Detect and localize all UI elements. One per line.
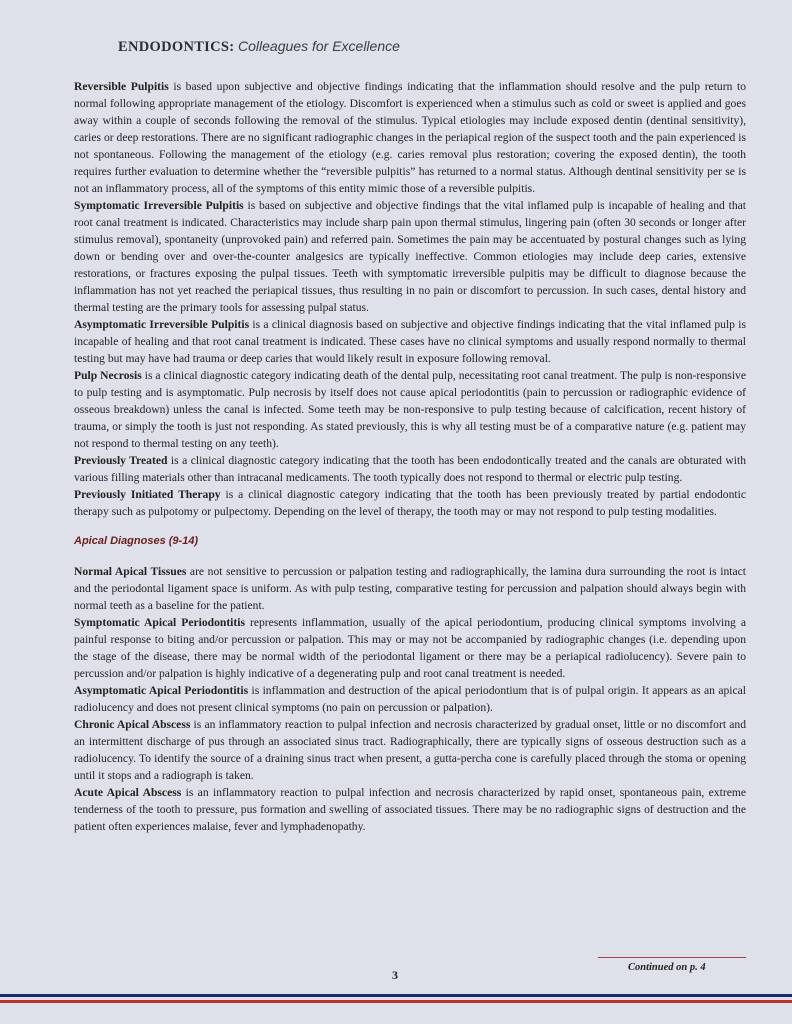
stripe-red (0, 1000, 792, 1003)
article-body (74, 78, 746, 835)
definition-paragraph (74, 784, 746, 835)
definition-term: Chronic Apical Abscess (74, 718, 191, 731)
definition-text: is inflammation and destruction of the apical periodontium that is of pulpal origin. It appears as an apical radiolucency and does not present clinical symptoms (no pain on percussion or palpation). (74, 684, 746, 714)
definition-text: is based on subjective and objective findings that the vital inflamed pulp is incapable of healing and that root canal treatment is indicated. Characteristics may include sharp pain upon thermal stimulus, lingering pain (often 30 seconds or longer after stimulus removal), spontaneity (unprovoked pain) and referred pain. Sometimes the pain may be accentuated by postural changes such as lying down or bending over and over-the-counter analgesics are typically ineffective. Common etiologies may include deep caries, extensive restorations, or fractures exposing the pulpal tissues. Teeth with symptomatic irreversible pulpitis may be difficult to diagnose because the inflammation has not yet reached the periapical tissues, thus resulting in no pain or discomfort to percussion. In such cases, dental history and thermal testing are the primary tools for assessing pulpal status. (74, 199, 746, 314)
definition-text: is an inflammatory reaction to pulpal infection and necrosis characterized by gradual onset, little or no discomfort and an intermittent discharge of pus through an associated sinus tract. Radiographically, there are typically signs of osseous destruction such as a radiolucency. To identify the source of a draining sinus tract when present, a gutta-percha cone is carefully placed through the stoma or opening until it stops and a radiograph is taken. (74, 718, 746, 782)
header-tagline: Colleagues for Excellence (238, 38, 400, 54)
definition-text: is based upon subjective and objective findings indicating that the inflammation should resolve and the pulp return to normal following appropriate management of the etiology. Discomfort is experienced when a stimulus such as cold or sweet is applied and goes away within a couple of seconds following the removal of the stimulus. Typical etiologies may include exposed dentin (dentinal sensitivity), caries or deep restorations. There are no significant radiographic changes in the periapical region of the suspect tooth and the pain experienced is not spontaneous. Following the management of the etiology (e.g. caries removal plus restoration; covering the exposed dentin), the tooth requires further evaluation to determine whether the “reversible pulpitis” has returned to a normal status. Although dentinal sensitivity per se is not an inflammatory process, all of the symptoms of this entity mimic those of a reversible pulpitis. (74, 80, 746, 195)
definition-text: is a clinical diagnostic category indicating that the tooth has been previously treated by partial endodontic therapy such as pulpotomy or pulpectomy. Depending on the level of therapy, the tooth may or may not respond to pulp testing modalities. (74, 488, 746, 518)
definition-term: Reversible Pulpitis (74, 80, 169, 93)
header-brand: ENDODONTICS: (118, 39, 235, 55)
definition-text: are not sensitive to percussion or palpation testing and radiographically, the lamina dura surrounding the root is intact and the periodontal ligament space is uniform. As with pulp testing, comparative testing for percussion and palpation should always begin with normal teeth as a baseline for the patient. (74, 565, 746, 612)
definition-paragraph (74, 197, 746, 316)
definition-paragraph (74, 367, 746, 452)
page-number: 3 (392, 968, 398, 982)
definition-paragraph (74, 486, 746, 520)
definition-paragraph (74, 716, 746, 784)
definition-term: Previously Initiated Therapy (74, 488, 221, 501)
footer-rule (598, 957, 746, 958)
definition-text: represents inflammation, usually of the apical periodontium, producing clinical symptoms involving a painful response to biting and/or percussion or palpation. This may or may not be accompanied by radiographic changes (i.e. depending upon the stage of the disease, there may be normal width of the periodontal ligament or there may be a periapical radiolucency). Severe pain to percussion and/or palpation is highly indicative of a degenerating pulp and root canal treatment is needed. (74, 616, 746, 680)
pulpal-diagnoses-section (74, 78, 746, 520)
definition-term: Pulp Necrosis (74, 369, 142, 382)
continued-note: Continued on p. 4 (628, 962, 706, 973)
definition-text: is an inflammatory reaction to pulpal infection and necrosis characterized by rapid onset, spontaneous pain, extreme tenderness of the tooth to pressure, pus formation and swelling of associated tissues. There may be no radiographic signs of destruction and the patient often experiences malaise, fever and lymphadenopathy. (74, 786, 746, 833)
definition-text: is a clinical diagnosis based on subjective and objective findings indicating that the vital inflamed pulp is incapable of healing and that root canal treatment is indicated. These cases have no clinical symptoms and usually respond normally to thermal testing but may have had trauma or deep caries that would likely result in exposure following removal. (74, 318, 746, 365)
definition-term: Symptomatic Apical Periodontitis (74, 616, 245, 629)
apical-diagnoses-section (74, 563, 746, 835)
definition-paragraph (74, 78, 746, 197)
definition-term: Asymptomatic Irreversible Pulpitis (74, 318, 250, 331)
definition-term: Acute Apical Abscess (74, 786, 182, 799)
definition-paragraph (74, 614, 746, 682)
definition-text: is a clinical diagnostic category indicating that the tooth has been endodontically treated and the canals are obturated with various filling materials other than intracanal medicaments. The tooth typically does not respond to thermal or electric pulp testing. (74, 454, 746, 484)
footer-stripes (0, 994, 792, 1003)
definition-term: Normal Apical Tissues (74, 565, 187, 578)
definition-term: Symptomatic Irreversible Pulpitis (74, 199, 244, 212)
definition-term: Asymptomatic Apical Periodontitis (74, 684, 249, 697)
definition-paragraph (74, 316, 746, 367)
section-heading-apical-diagnoses: Apical Diagnoses (9-14) (74, 535, 199, 547)
definition-paragraph (74, 682, 746, 716)
definition-text: is a clinical diagnostic category indicating death of the dental pulp, necessitating root canal treatment. The pulp is non-responsive to pulp testing and is asymptomatic. Pulp necrosis by itself does not cause apical periodontitis (pain to percussion or radiographic evidence of osseous breakdown) unless the canal is infected. Some teeth may be non-responsive to pulp testing because of calcification, recent history of trauma, or simply the tooth is just not responding. As stated previously, this is why all testing must be of a comparative nature (e.g. patient may not respond to thermal testing on any teeth). (74, 369, 746, 450)
page-header (118, 38, 400, 56)
definition-term: Previously Treated (74, 454, 168, 467)
definition-paragraph (74, 452, 746, 486)
definition-paragraph (74, 563, 746, 614)
